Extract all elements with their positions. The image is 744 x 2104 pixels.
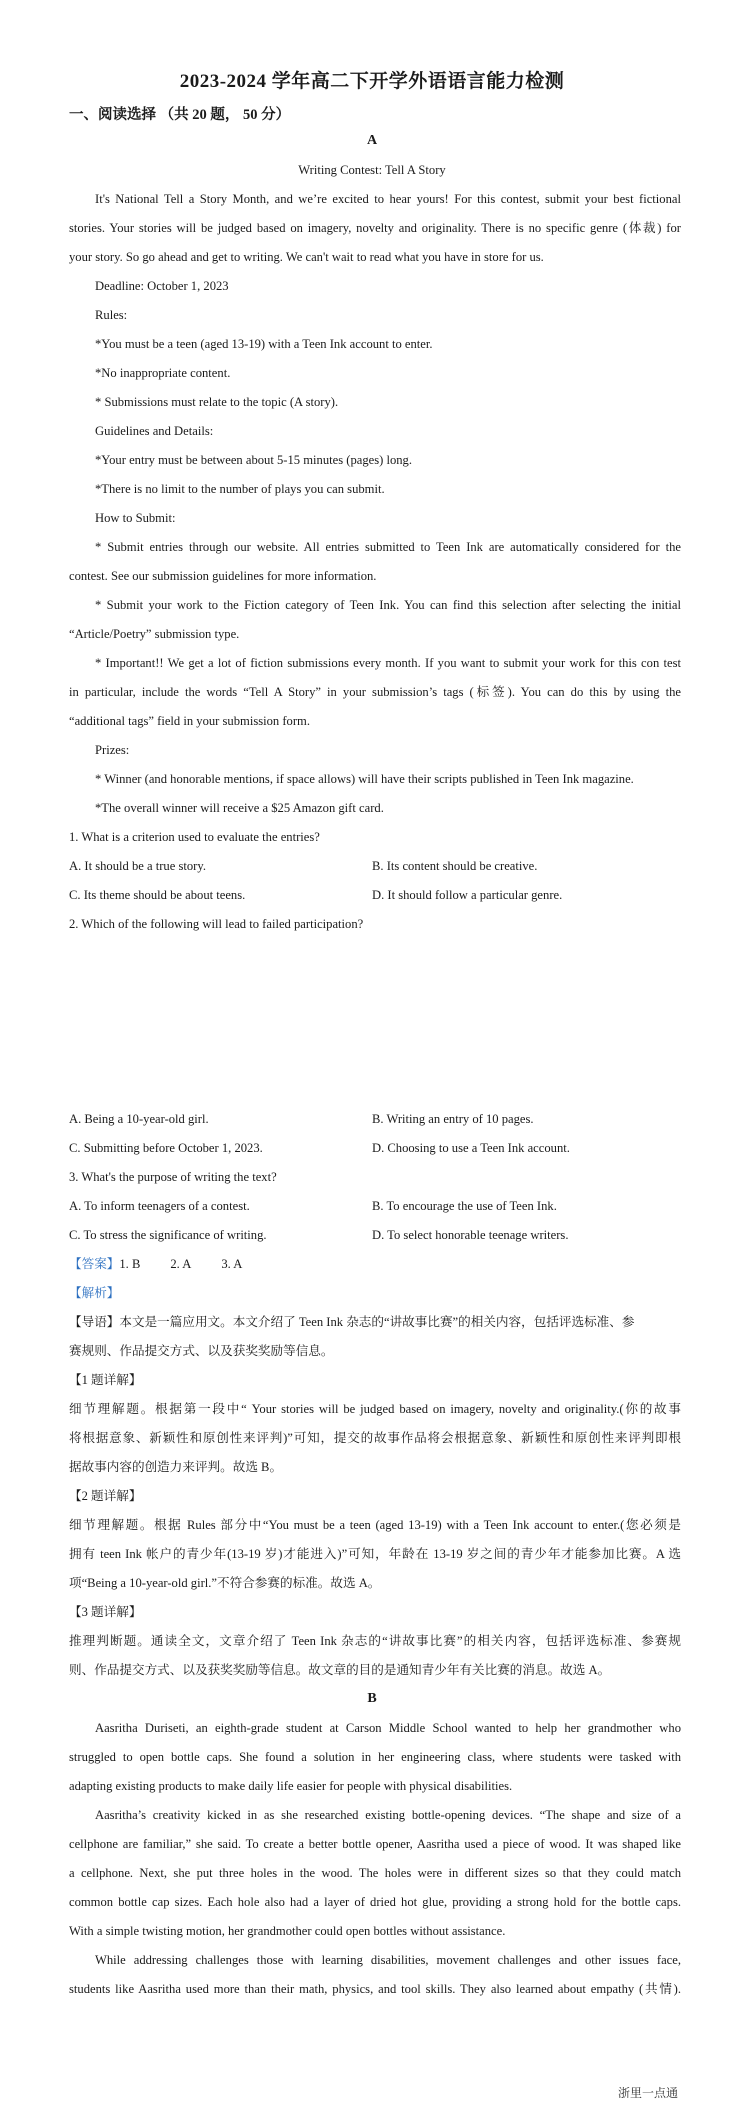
- q1-detail-label: 【1 题详解】: [69, 1373, 142, 1387]
- passage-b-line: struggled to open bottle caps. She found a solution in her engineering class, where students were tasked with: [69, 1750, 681, 1764]
- passage-b-line: cellphone are familiar,” she said. To create a better bottle opener, Aasritha used a piece of wood. It was shaped like: [69, 1837, 681, 1851]
- passage-a-line: “additional tags” field in your submission form.: [69, 714, 310, 728]
- q2-detail-line: 细节理解题。根据 Rules 部分中“You must be a teen (aged 13-19) with a Teen Ink account to enter.(您必须是: [69, 1518, 681, 1532]
- analysis-intro-line: [69, 1314, 634, 1330]
- passage-a-line: “Article/Poetry” submission type.: [69, 627, 240, 641]
- passage-a-line: stories. Your stories will be judged based on imagery, novelty and originality. There is no specific genre (体裁) for: [69, 221, 681, 235]
- passage-a-line: * Important!! We get a lot of fiction submissions every month. If you want to submit your work for this con test: [95, 656, 681, 670]
- q3-detail-label: 【3 题详解】: [69, 1605, 142, 1619]
- passage-a-line: *There is no limit to the number of plays you can submit.: [95, 482, 385, 496]
- answer-item: 2. A: [170, 1257, 192, 1271]
- question-option: A. Being a 10-year-old girl.: [69, 1112, 209, 1126]
- passage-b-line: common bottle cap sizes. Each hole also had a layer of dried hot glue, providing a strong hold for the bottle caps.: [69, 1895, 681, 1909]
- passage-a-line: * Submissions must relate to the topic (A story).: [95, 395, 339, 409]
- passage-a-line: in particular, include the words “Tell A Story” in your submission’s tags (标签). You can do this by using the: [69, 685, 681, 699]
- passage-b-line: Aasritha’s creativity kicked in as she researched existing bottle-opening devices. “The shape and size of a: [95, 1808, 681, 1822]
- q3-detail-line: 则、作品提交方式、以及获奖奖励等信息。故文章的目的是通知青少年有关比赛的消息。故选 A。: [69, 1663, 611, 1677]
- passage-a-line: * Submit entries through our website. All entries submitted to Teen Ink are automatically considered for the: [95, 540, 681, 554]
- q1-detail-line: 据故事内容的创造力来评判。故选 B。: [69, 1460, 283, 1474]
- passage-a-line: * Winner (and honorable mentions, if space allows) will have their scripts published in Teen Ink magazine.: [95, 772, 634, 786]
- q2-detail-label: 【2 题详解】: [69, 1489, 142, 1503]
- q1-detail-line: 细节理解题。根据第一段中“ Your stories will be judged based on imagery, novelty and originality.(你的故事: [69, 1402, 681, 1416]
- answer-item: 3. A: [221, 1257, 243, 1271]
- passage-b-line: While addressing challenges those with learning disabilities, movement challenges and other issues face,: [95, 1953, 681, 1967]
- passage-b-line: students like Aasritha used more than their math, physics, and tool skills. They also learned about empathy (共情).: [69, 1982, 681, 1996]
- passage-a-line: your story. So go ahead and get to writing. We can't wait to read what you have in store for us.: [69, 250, 544, 264]
- passage-a-line: It's National Tell a Story Month, and we’re excited to hear yours! For this contest, submit your best fictional: [95, 192, 681, 206]
- answer-item: 1. B: [119, 1257, 141, 1271]
- page-title: 2023-2024 学年高二下开学外语语言能力检测: [179, 71, 565, 92]
- section-heading: 一、阅读选择 （共 20 题， 50 分）: [69, 107, 291, 123]
- analysis-intro-line: 赛规则、作品提交方式、以及获奖奖励等信息。: [69, 1344, 334, 1358]
- question-option: B. Writing an entry of 10 pages.: [372, 1112, 534, 1126]
- question-stem: 1. What is a criterion used to evaluate the entries?: [69, 830, 320, 844]
- passage-a-line: *No inappropriate content.: [95, 366, 231, 380]
- q2-detail-line: 项“Being a 10-year-old girl.”不符合参赛的标准。故选 A。: [69, 1576, 381, 1590]
- q1-detail-line: 将根据意象、新颖性和原创性来评判)”可知，提交的故事作品将会根据意象、新颖性和原创性来评判即根: [69, 1431, 681, 1445]
- question-option: B. To encourage the use of Teen Ink.: [372, 1199, 557, 1213]
- question-option: D. To select honorable teenage writers.: [372, 1228, 569, 1242]
- passage-b-letter: B: [367, 1691, 377, 1706]
- intro-text: 本文是一篇应用文。本文介绍了 Teen Ink 杂志的“讲故事比赛”的相关内容，包括评选标准、参: [119, 1315, 635, 1329]
- question-option: D. Choosing to use a Teen Ink account.: [372, 1141, 570, 1155]
- passage-b-line: a cellphone. Next, she put three holes in the wood. The holes were in different sizes so that they could match: [69, 1866, 681, 1880]
- passage-a-line: Guidelines and Details:: [95, 424, 214, 438]
- answer-line: [69, 1256, 242, 1272]
- footer-watermark: 浙里一点通: [617, 2086, 678, 2100]
- question-stem: 2. Which of the following will lead to failed participation?: [69, 917, 364, 931]
- passage-a-line: *You must be a teen (aged 13-19) with a Teen Ink account to enter.: [95, 337, 433, 351]
- question-option: C. Submitting before October 1, 2023.: [69, 1141, 263, 1155]
- passage-a-line: How to Submit:: [95, 511, 176, 525]
- intro-label: 【导语】: [69, 1315, 120, 1329]
- q2-detail-line: 拥有 teen Ink 帐户的青少年(13-19 岁)才能进入)”可知，年龄在 13-19 岁之间的青少年才能参加比赛。A 选: [69, 1547, 681, 1561]
- passage-b-line: Aasritha Duriseti, an eighth-grade student at Carson Middle School wanted to help her grandmother who: [95, 1721, 681, 1735]
- passage-a-heading: Writing Contest: Tell A Story: [298, 163, 446, 177]
- question-stem: 3. What's the purpose of writing the text?: [69, 1170, 277, 1184]
- question-option: A. It should be a true story.: [69, 859, 206, 873]
- passage-a-letter: A: [366, 133, 378, 148]
- passage-a-line: *The overall winner will receive a $25 Amazon gift card.: [95, 801, 384, 815]
- analysis-label: 【解析】: [69, 1286, 120, 1300]
- passage-a-line: Prizes:: [95, 743, 130, 757]
- passage-a-line: Rules:: [95, 308, 128, 322]
- question-option: A. To inform teenagers of a contest.: [69, 1199, 250, 1213]
- passage-b-line: adapting existing products to make daily life easier for people with physical disabilities.: [69, 1779, 513, 1793]
- passage-a-line: Deadline: October 1, 2023: [95, 279, 229, 293]
- passage-a-line: * Submit your work to the Fiction category of Teen Ink. You can find this selection after selecting the initial: [95, 598, 681, 612]
- passage-a-line: *Your entry must be between about 5-15 minutes (pages) long.: [95, 453, 413, 467]
- q3-detail-line: 推理判断题。通读全文，文章介绍了 Teen Ink 杂志的“讲故事比赛”的相关内容，包括评选标准、参赛规: [69, 1634, 681, 1648]
- question-option: C. Its theme should be about teens.: [69, 888, 246, 902]
- question-option: D. It should follow a particular genre.: [372, 888, 563, 902]
- passage-b-line: With a simple twisting motion, her grandmother could open bottles without assistance.: [69, 1924, 506, 1938]
- passage-a-line: contest. See our submission guidelines for more information.: [69, 569, 377, 583]
- question-option: B. Its content should be creative.: [372, 859, 538, 873]
- answer-label: 【答案】: [69, 1257, 120, 1271]
- question-option: C. To stress the significance of writing.: [69, 1228, 267, 1242]
